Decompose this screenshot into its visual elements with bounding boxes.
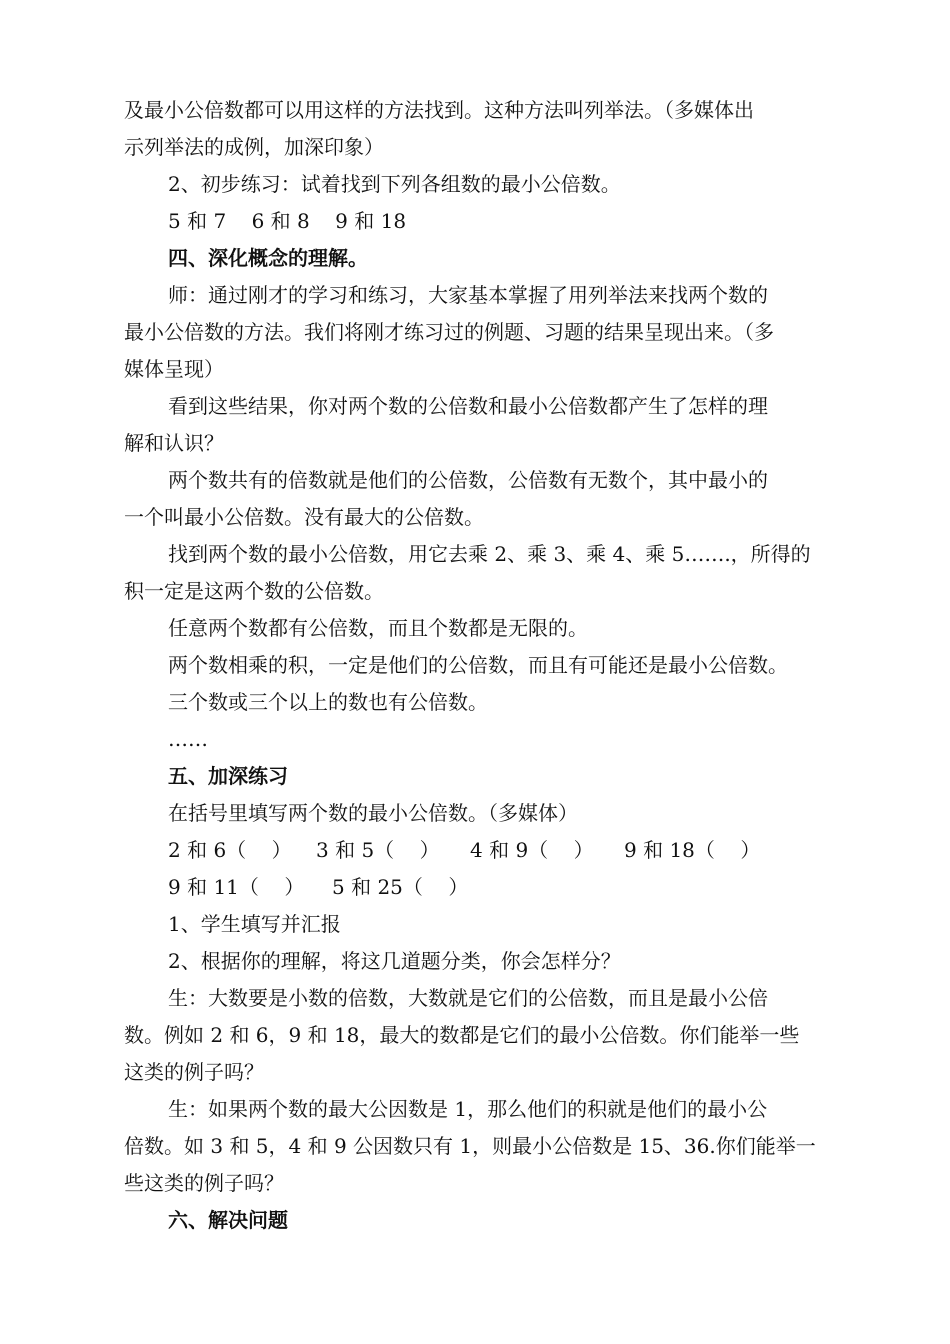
paragraph-line: 数。例如 2 和 6，9 和 18，最大的数都是它们的最小公倍数。你们能举一些 bbox=[124, 1023, 800, 1047]
section-heading-5: 五、加深练习 bbox=[168, 764, 288, 788]
ellipsis: …… bbox=[168, 727, 208, 751]
paragraph-line: 这类的例子吗？ bbox=[124, 1060, 264, 1084]
paragraph-line: 示列举法的成例，加深印象） bbox=[124, 135, 384, 159]
paragraph-line: 找到两个数的最小公倍数，用它去乘 2、乘 3、乘 4、乘 5…….，所得的 bbox=[168, 542, 811, 566]
paragraph-line: 两个数相乘的积，一定是他们的公倍数，而且有可能还是最小公倍数。 bbox=[168, 653, 788, 677]
practice-items: 5 和 7 6 和 8 9 和 18 bbox=[168, 209, 407, 233]
paragraph-line: 解和认识？ bbox=[124, 431, 224, 455]
step-2: 2、根据你的理解，将这几道题分类，你会怎样分？ bbox=[168, 949, 621, 973]
paragraph-line: 生：如果两个数的最大公因数是 1，那么他们的积就是他们的最小公 bbox=[168, 1097, 768, 1121]
section-heading-4: 四、深化概念的理解。 bbox=[168, 246, 368, 270]
paragraph-line: 一个叫最小公倍数。没有最大的公倍数。 bbox=[124, 505, 484, 529]
section-heading-6: 六、解决问题 bbox=[168, 1208, 288, 1232]
paragraph-line: 生：大数要是小数的倍数，大数就是它们的公倍数，而且是最小公倍 bbox=[168, 986, 768, 1010]
paragraph-line: 媒体呈现） bbox=[124, 357, 224, 381]
fill-item: 9 和 18（ ） bbox=[624, 838, 761, 862]
fill-row-2 bbox=[124, 869, 844, 906]
paragraph-line: 积一定是这两个数的公倍数。 bbox=[124, 579, 384, 603]
fill-row-1 bbox=[124, 832, 844, 869]
fill-item: 4 和 9（ ） bbox=[470, 838, 594, 862]
paragraph-line: 三个数或三个以上的数也有公倍数。 bbox=[168, 690, 488, 714]
paragraph-line: 些这类的例子吗？ bbox=[124, 1171, 284, 1195]
practice-intro: 2、初步练习：试着找到下列各组数的最小公倍数。 bbox=[168, 172, 621, 196]
paragraph-line: 任意两个数都有公倍数，而且个数都是无限的。 bbox=[168, 616, 588, 640]
paragraph-line: 两个数共有的倍数就是他们的公倍数，公倍数有无数个，其中最小的 bbox=[168, 468, 768, 492]
paragraph-line: 及最小公倍数都可以用这样的方法找到。这种方法叫列举法。（多媒体出 bbox=[124, 98, 754, 122]
step-1: 1、学生填写并汇报 bbox=[168, 912, 341, 936]
paragraph-line: 看到这些结果，你对两个数的公倍数和最小公倍数都产生了怎样的理 bbox=[168, 394, 768, 418]
paragraph-line: 最小公倍数的方法。我们将刚才练习过的例题、习题的结果呈现出来。（多 bbox=[124, 320, 774, 344]
fill-intro: 在括号里填写两个数的最小公倍数。（多媒体） bbox=[168, 801, 578, 825]
fill-item: 9 和 11（ ） bbox=[168, 875, 305, 899]
paragraph-line: 倍数。如 3 和 5，4 和 9 公因数只有 1，则最小公倍数是 15、36.你们能举一 bbox=[124, 1134, 816, 1158]
fill-item: 2 和 6（ ） bbox=[168, 838, 292, 862]
paragraph-line: 师：通过刚才的学习和练习，大家基本掌握了用列举法来找两个数的 bbox=[168, 283, 768, 307]
fill-item: 5 和 25（ ） bbox=[332, 875, 469, 899]
document-page bbox=[124, 92, 844, 1239]
fill-item: 3 和 5（ ） bbox=[316, 838, 440, 862]
